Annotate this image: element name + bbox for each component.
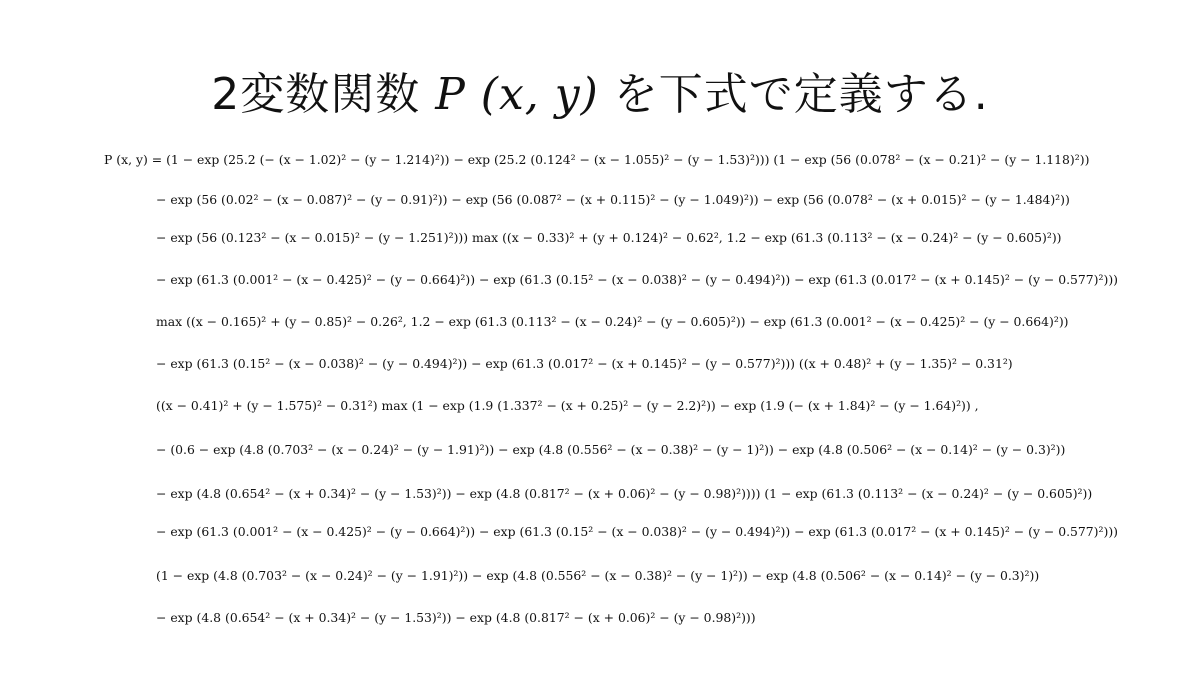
formula-line-10: − exp (61.3 (0.001² − (x − 0.425)² − (y − 0.664)²)) − exp (61.3 (0.15² − (x − 0.038)² − (y − 0.494)²)) − exp (61.3 (0.017² − (x + 0.145)² − (y − 0.577)²))) [156, 524, 1118, 539]
formula-line-6: − exp (61.3 (0.15² − (x − 0.038)² − (y − 0.494)²)) − exp (61.3 (0.017² − (x + 0.145)² − (y − 0.577)²))) ((x + 0.48)² + (y − 1.35)² − 0.31²) [156, 356, 1013, 371]
formula-line-4: − exp (61.3 (0.001² − (x − 0.425)² − (y − 0.664)²)) − exp (61.3 (0.15² − (x − 0.038)² − (y − 0.494)²)) − exp (61.3 (0.017² − (x + 0.145)² − (y − 0.577)²))) [156, 272, 1118, 287]
formula-line-1: P (x, y) = (1 − exp (25.2 (− (x − 1.02)² − (y − 1.214)²)) − exp (25.2 (0.124² − (x − 1.055)² − (y − 1.53)²))) (1 − exp (56 (0.078² − (x − 0.21)² − (y − 1.118)²)) [104, 152, 1090, 167]
formula-line-12: − exp (4.8 (0.654² − (x + 0.34)² − (y − 1.53)²)) − exp (4.8 (0.817² − (x + 0.06)² − (y − 0.98)²))) [156, 610, 756, 625]
formula-line-11: (1 − exp (4.8 (0.703² − (x − 0.24)² − (y − 1.91)²)) − exp (4.8 (0.556² − (x − 0.38)² − (y − 1)²)) − exp (4.8 (0.506² − (x − 0.14)² − (y − 0.3)²)) [156, 568, 1040, 583]
title-function-symbol: P (x, y) [435, 69, 599, 120]
formula-line-7: ((x − 0.41)² + (y − 1.575)² − 0.31²) max (1 − exp (1.9 (1.337² − (x + 0.25)² − (y − 2.2)²)) − exp (1.9 (− (x + 1.84)² − (y − 1.64)²)) , [156, 398, 979, 413]
formula-line-3: − exp (56 (0.123² − (x − 0.015)² − (y − 1.251)²))) max ((x − 0.33)² + (y + 0.124)² − 0.62², 1.2 − exp (61.3 (0.113² − (x − 0.24)² − (y − 0.605)²)) [156, 230, 1062, 245]
title-definition-text: を下式で定義する. [613, 69, 989, 120]
formula-line-9: − exp (4.8 (0.654² − (x + 0.34)² − (y − 1.53)²)) − exp (4.8 (0.817² − (x + 0.06)² − (y − 0.98)²)))) (1 − exp (61.3 (0.113² − (x − 0.24)² − (y − 0.605)²)) [156, 486, 1093, 501]
title-text: 2変数関数 [211, 69, 421, 120]
formula-line-8: − (0.6 − exp (4.8 (0.703² − (x − 0.24)² − (y − 1.91)²)) − exp (4.8 (0.556² − (x − 0.38)² − (y − 1)²)) − exp (4.8 (0.506² − (x − 0.14)² − (y − 0.3)²)) [156, 442, 1066, 457]
formula-line-2: − exp (56 (0.02² − (x − 0.087)² − (y − 0.91)²)) − exp (56 (0.087² − (x + 0.115)² − (y − 1.049)²)) − exp (56 (0.078² − (x + 0.015)² − (y − 1.484)²)) [156, 192, 1070, 207]
slide-title [0, 58, 1200, 122]
formula-line-5: max ((x − 0.165)² + (y − 0.85)² − 0.26², 1.2 − exp (61.3 (0.113² − (x − 0.24)² − (y − 0.605)²)) − exp (61.3 (0.001² − (x − 0.425)² − (y − 0.664)²)) [156, 314, 1069, 329]
